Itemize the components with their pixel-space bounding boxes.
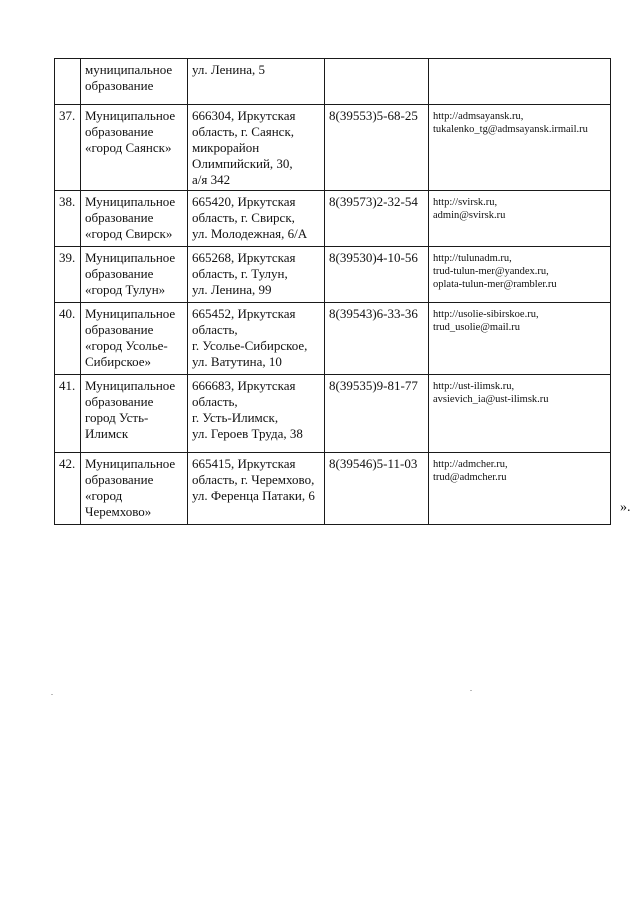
scan-speck	[470, 690, 472, 691]
municipality-name: Муниципальное образование «город Черемхово»	[81, 453, 188, 525]
table-row	[55, 375, 611, 453]
website-email: http://admcher.ru, trud@admcher.ru	[429, 453, 611, 525]
table-row	[55, 105, 611, 191]
table-row	[55, 453, 611, 525]
table-row	[55, 247, 611, 303]
row-number: 42.	[55, 453, 81, 525]
municipality-name: Муниципальное образование «город Тулун»	[81, 247, 188, 303]
closing-quote-mark: ».	[620, 500, 631, 515]
postal-address: 666304, Иркутская область, г. Саянск, микрорайон Олимпийский, 30, а/я 342	[188, 105, 325, 191]
row-number: 38.	[55, 191, 81, 247]
postal-address: 665415, Иркутская область, г. Черемхово, ул. Ференца Патаки, 6	[188, 453, 325, 525]
postal-address: 665452, Иркутская область, г. Усолье-Сибирское, ул. Ватутина, 10	[188, 303, 325, 375]
phone-number: 8(39530)4-10-56	[325, 247, 429, 303]
postal-address: 665268, Иркутская область, г. Тулун, ул. Ленина, 99	[188, 247, 325, 303]
phone-number: 8(39546)5-11-03	[325, 453, 429, 525]
table-row	[55, 303, 611, 375]
website-email	[429, 59, 611, 105]
phone-number: 8(39535)9-81-77	[325, 375, 429, 453]
phone-number: 8(39543)6-33-36	[325, 303, 429, 375]
postal-address: ул. Ленина, 5	[188, 59, 325, 105]
phone-number: 8(39553)5-68-25	[325, 105, 429, 191]
row-number: 37.	[55, 105, 81, 191]
website-email: http://tulunadm.ru, trud-tulun-mer@yandex.ru, oplata-tulun-mer@rambler.ru	[429, 247, 611, 303]
website-email: http://admsayansk.ru, tukalenko_tg@admsayansk.irmail.ru	[429, 105, 611, 191]
organizations-table	[54, 58, 611, 525]
postal-address: 665420, Иркутская область, г. Свирск, ул. Молодежная, 6/А	[188, 191, 325, 247]
municipality-name: Муниципальное образование «город Усолье- Сибирское»	[81, 303, 188, 375]
website-email: http://ust-ilimsk.ru, avsievich_ia@ust-ilimsk.ru	[429, 375, 611, 453]
municipality-name: Муниципальное образование «город Саянск»	[81, 105, 188, 191]
table-body	[55, 59, 611, 525]
scan-speck	[51, 694, 53, 695]
row-number: 40.	[55, 303, 81, 375]
phone-number: 8(39573)2-32-54	[325, 191, 429, 247]
phone-number	[325, 59, 429, 105]
website-email: http://usolie-sibirskoe.ru, trud_usolie@mail.ru	[429, 303, 611, 375]
table-row	[55, 59, 611, 105]
municipality-name: Муниципальное образование «город Свирск»	[81, 191, 188, 247]
municipality-name: муниципальное образование	[81, 59, 188, 105]
row-number: 41.	[55, 375, 81, 453]
municipality-name: Муниципальное образование город Усть- Илимск	[81, 375, 188, 453]
table-row	[55, 191, 611, 247]
row-number: 39.	[55, 247, 81, 303]
postal-address: 666683, Иркутская область, г. Усть-Илимск, ул. Героев Труда, 38	[188, 375, 325, 453]
row-number	[55, 59, 81, 105]
website-email: http://svirsk.ru, admin@svirsk.ru	[429, 191, 611, 247]
